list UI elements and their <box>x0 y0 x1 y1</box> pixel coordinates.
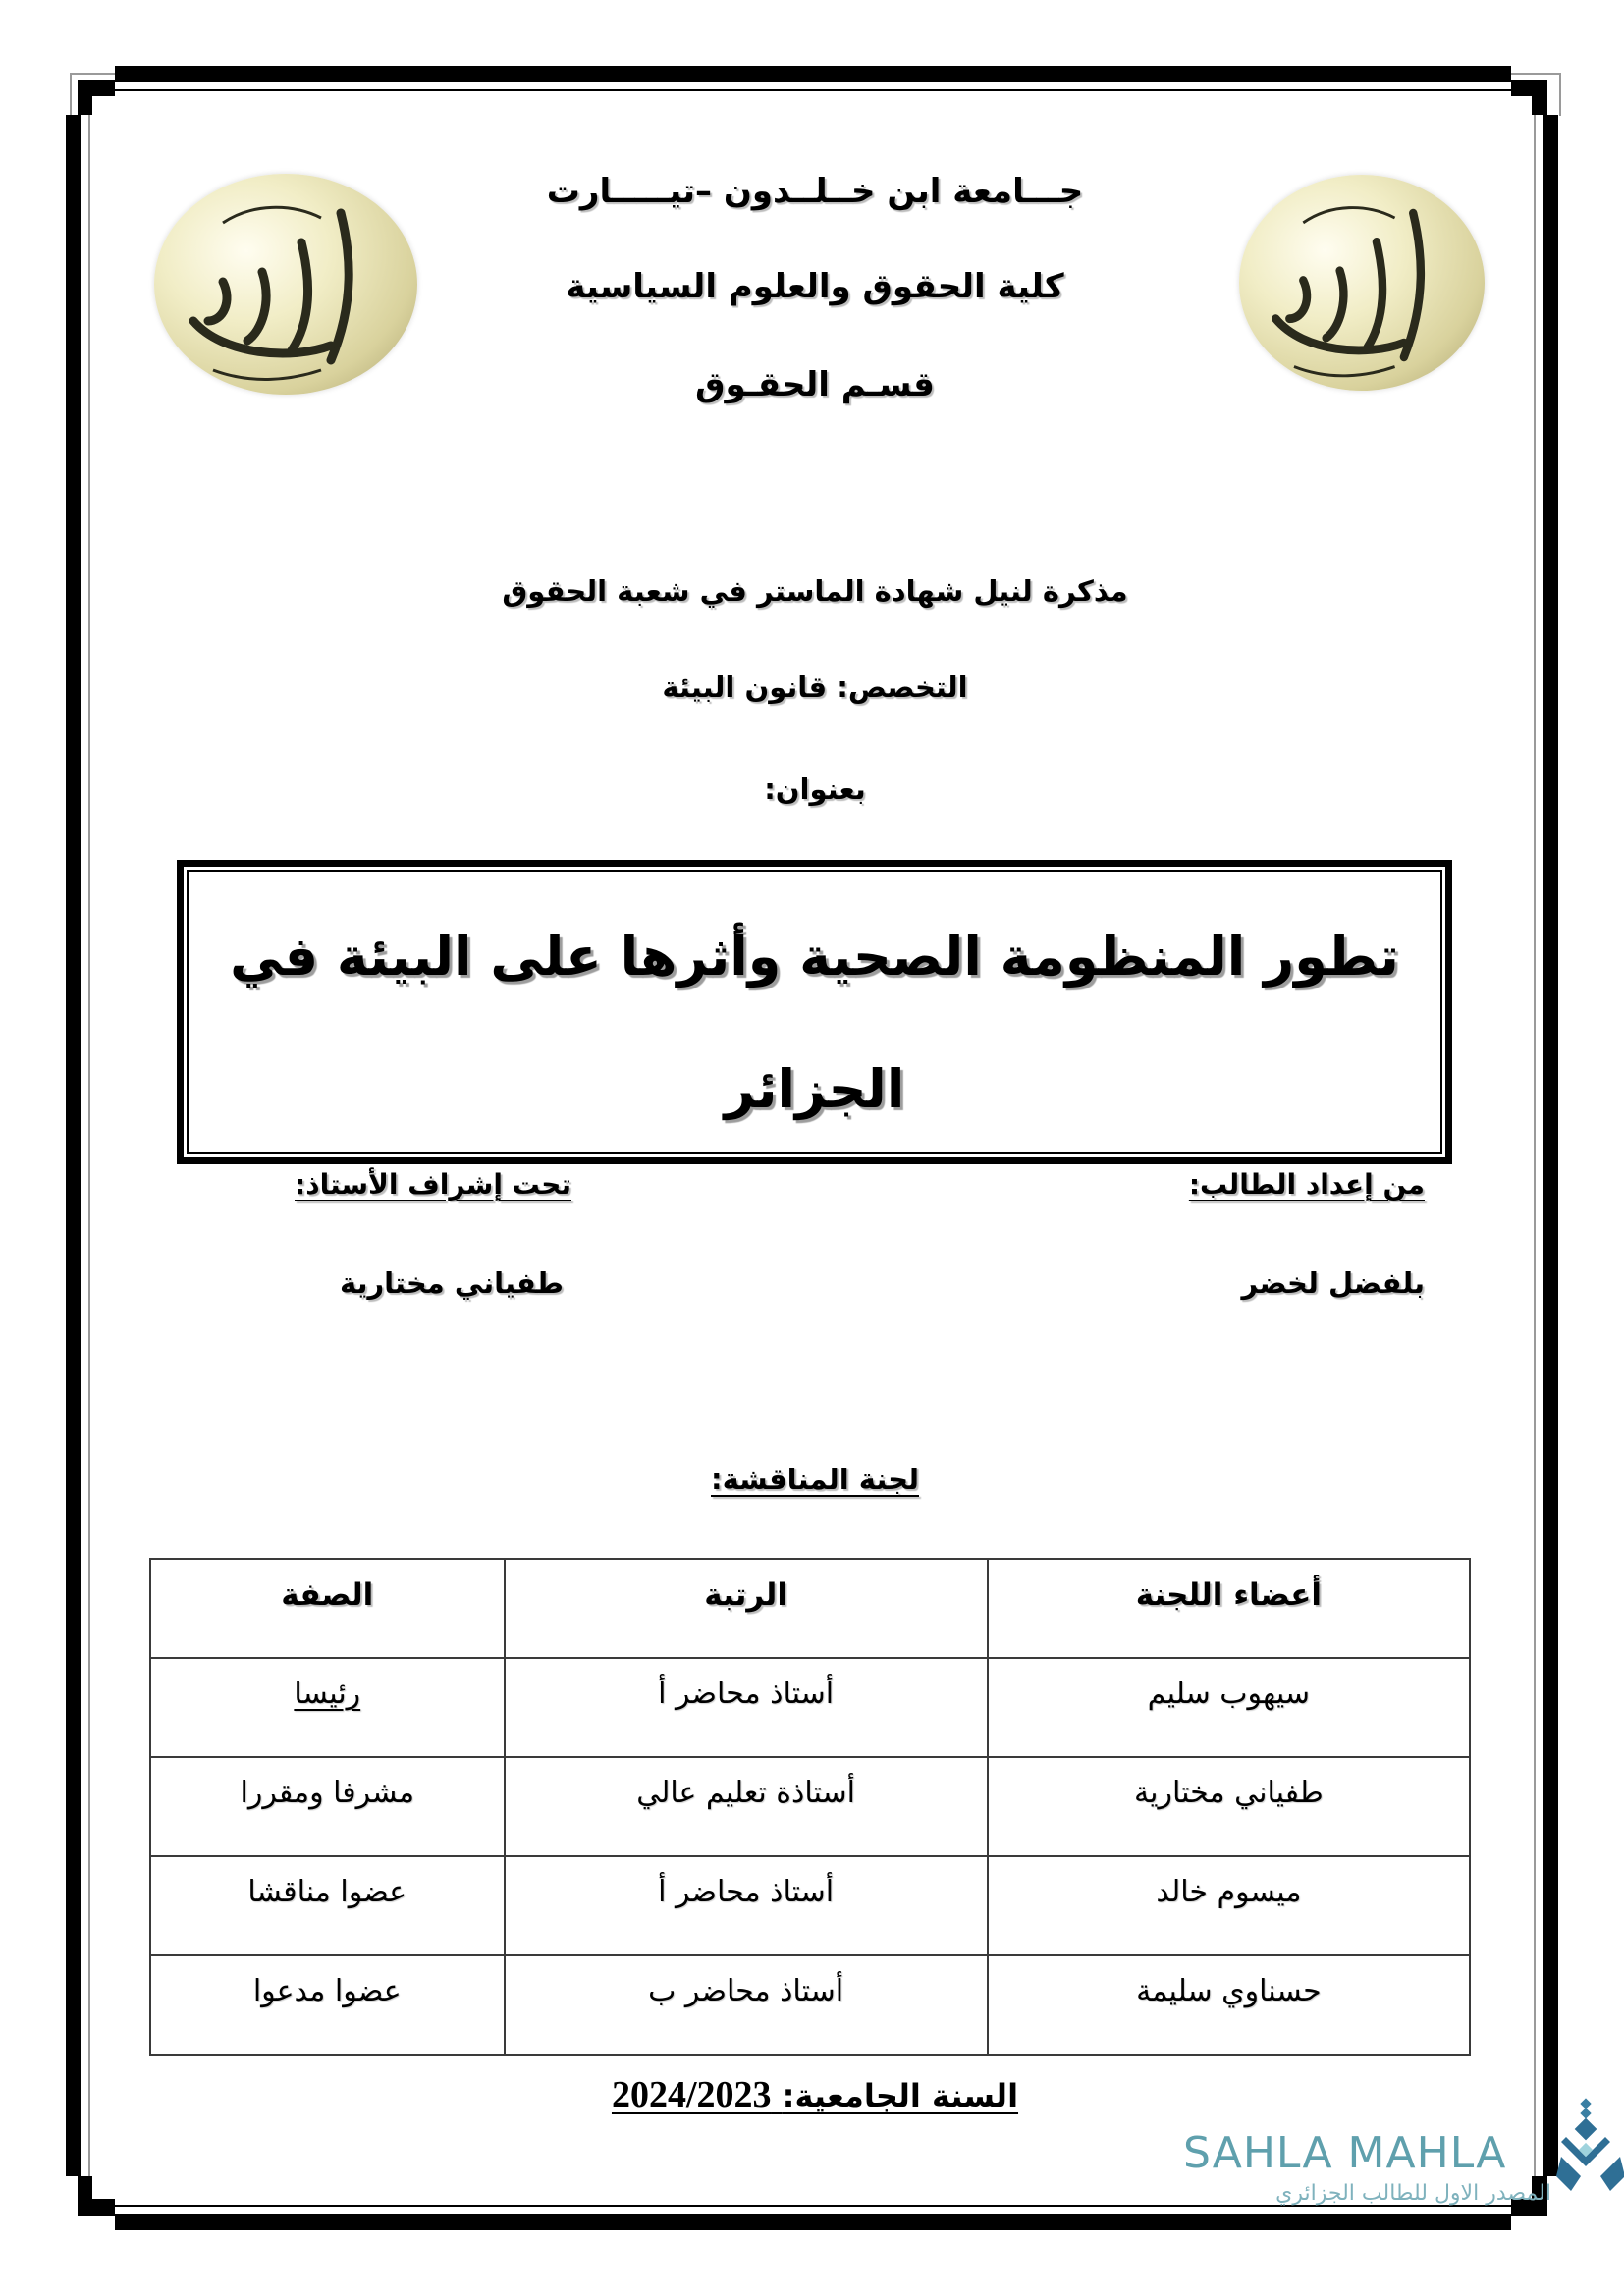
student-name: بلفضل لخضر <box>1241 1266 1425 1300</box>
university-logo-left <box>154 174 417 395</box>
thesis-title-line-2: الجزائر <box>724 1058 905 1120</box>
table-row <box>150 1658 1470 1757</box>
faculty-name: كلية الحقوق والعلوم السياسية <box>566 267 1064 306</box>
academic-year <box>412 2073 1218 2116</box>
member-rank: أستاذ محاضر ب <box>505 1955 988 2055</box>
department-name: قسـم الحقـوق <box>695 365 935 404</box>
committee-table <box>149 1558 1471 2056</box>
member-role: عضوا مناقشا <box>150 1856 505 1955</box>
member-name: سيهوب سليم <box>988 1658 1470 1757</box>
calligraphy-emblem-icon <box>1239 175 1485 391</box>
column-header-role: الصفة <box>150 1559 505 1658</box>
sahla-mahla-logo-icon <box>1556 2098 1624 2196</box>
title-label: بعنوان: <box>764 773 866 806</box>
academic-year-label: السنة الجامعية: <box>782 2077 1019 2114</box>
table-header-row <box>150 1559 1470 1658</box>
member-role: مشرفا ومقررا <box>150 1757 505 1856</box>
university-name: جـــامعة ابن خــلــدون –تيـــــارت <box>546 172 1084 211</box>
university-logo-right <box>1239 175 1485 391</box>
column-header-rank: الرتبة <box>505 1559 988 1658</box>
supervisor-name: طفياني مختارية <box>340 1266 564 1300</box>
student-label: من إعداد الطالب: <box>1188 1168 1425 1201</box>
academic-year-value: 2024/2023 <box>611 2074 772 2115</box>
committee-heading: لجنة المناقشة: <box>711 1463 919 1496</box>
table-row <box>150 1757 1470 1856</box>
table-row <box>150 1856 1470 1955</box>
calligraphy-emblem-icon <box>154 174 417 395</box>
watermark-brand: SAHLA MAHLA <box>1183 2128 1507 2178</box>
specialization: التخصص: قانون البيئة <box>662 670 968 704</box>
thesis-title-box <box>177 860 1452 1164</box>
member-name: طفياني مختارية <box>988 1757 1470 1856</box>
thesis-title-line-1: تطور المنظومة الصحية وأثرها على البيئة في <box>230 926 1399 988</box>
member-name: ميسوم خالد <box>988 1856 1470 1955</box>
table-row <box>150 1955 1470 2055</box>
watermark-tagline: المصدر الاول للطالب الجزائري <box>1275 2181 1551 2206</box>
member-role: رئيسا <box>150 1658 505 1757</box>
supervisor-label: تحت إشراف الأستاذ: <box>295 1168 571 1201</box>
degree-line: مذكرة لنيل شهادة الماستر في شعبة الحقوق <box>502 574 1128 608</box>
member-name: حسناوي سليمة <box>988 1955 1470 2055</box>
member-rank: أستاذ محاضر أ <box>505 1856 988 1955</box>
column-header-member: أعضاء اللجنة <box>988 1559 1470 1658</box>
member-role: عضوا مدعوا <box>150 1955 505 2055</box>
member-rank: أستاذة تعليم عالي <box>505 1757 988 1856</box>
member-rank: أستاذ محاضر أ <box>505 1658 988 1757</box>
